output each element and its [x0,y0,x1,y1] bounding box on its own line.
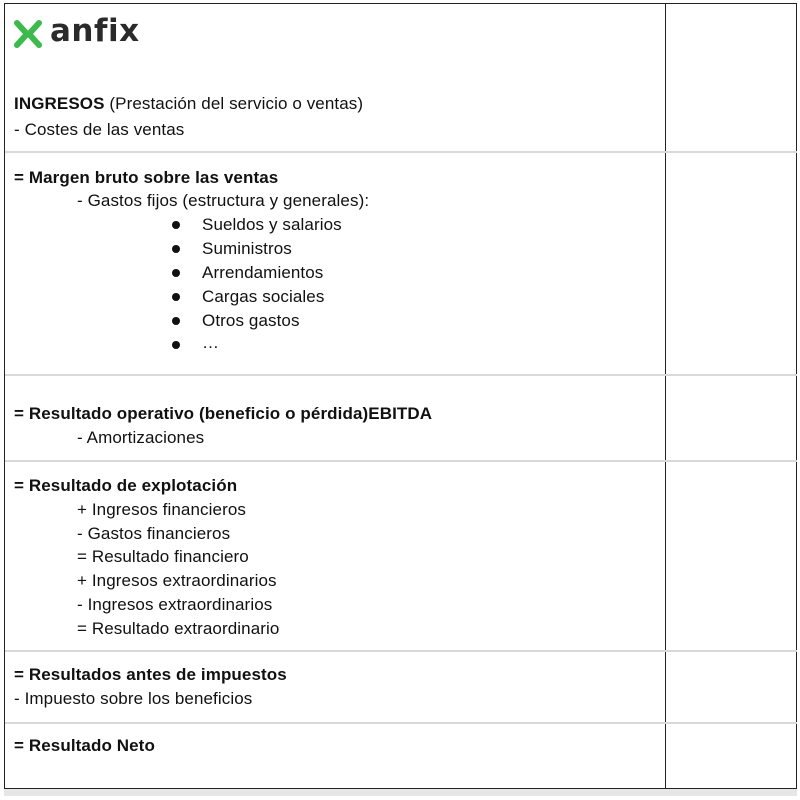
bullet-item: Sueldos y salarios [202,215,342,234]
bullet-item: Suministros [202,239,292,258]
explotacion-item: = Resultado extraordinario [77,619,280,638]
bullet-icon [172,221,180,229]
bullet-item: … [202,333,220,352]
explotacion-item: - Ingresos extraordinarios [77,595,273,614]
row-resultado-explotacion [5,462,797,652]
antes-impuestos-heading: = Resultados antes de impuestos [14,665,287,684]
logo-text: anfix [50,13,140,49]
explotacion-item: + Ingresos financieros [77,500,246,519]
explotacion-item: - Gastos financieros [77,524,231,543]
ingresos-heading-rest: (Prestación del servicio o ventas) [104,94,364,113]
bullet-icon [172,269,180,277]
costes-ventas: - Costes de las ventas [14,120,185,139]
page-bottom-edge [4,789,797,796]
row-antes-impuestos [5,652,797,724]
income-statement-table [4,3,797,789]
row-resultado-neto [5,724,797,788]
margen-bruto-heading: = Margen bruto sobre las ventas [14,168,279,187]
gastos-fijos: - Gastos fijos (estructura y generales): [77,191,370,210]
explotacion-item: + Ingresos extraordinarios [77,571,277,590]
bullet-item: Otros gastos [202,311,300,330]
explotacion-item: = Resultado financiero [77,547,249,566]
bullet-icon [172,317,180,325]
bullet-icon [172,341,180,349]
bullet-item: Cargas sociales [202,287,325,306]
ingresos-heading [14,93,363,115]
impuesto-beneficios: - Impuesto sobre los beneficios [14,689,253,708]
resultado-neto-heading: = Resultado Neto [14,736,155,755]
row-resultado-operativo [5,376,797,462]
anfix-x-icon [13,19,43,49]
bullet-icon [172,293,180,301]
bullet-icon [172,245,180,253]
ingresos-heading-bold: INGRESOS [14,94,105,113]
resultado-explotacion-heading: = Resultado de explotación [14,476,238,495]
bullet-item: Arrendamientos [202,263,324,282]
row-margen-bruto [5,153,797,376]
row-ingresos [5,4,797,153]
resultado-operativo-heading: = Resultado operativo (beneficio o pérdida)EBITDA [14,404,433,423]
amortizaciones: - Amortizaciones [77,428,205,447]
